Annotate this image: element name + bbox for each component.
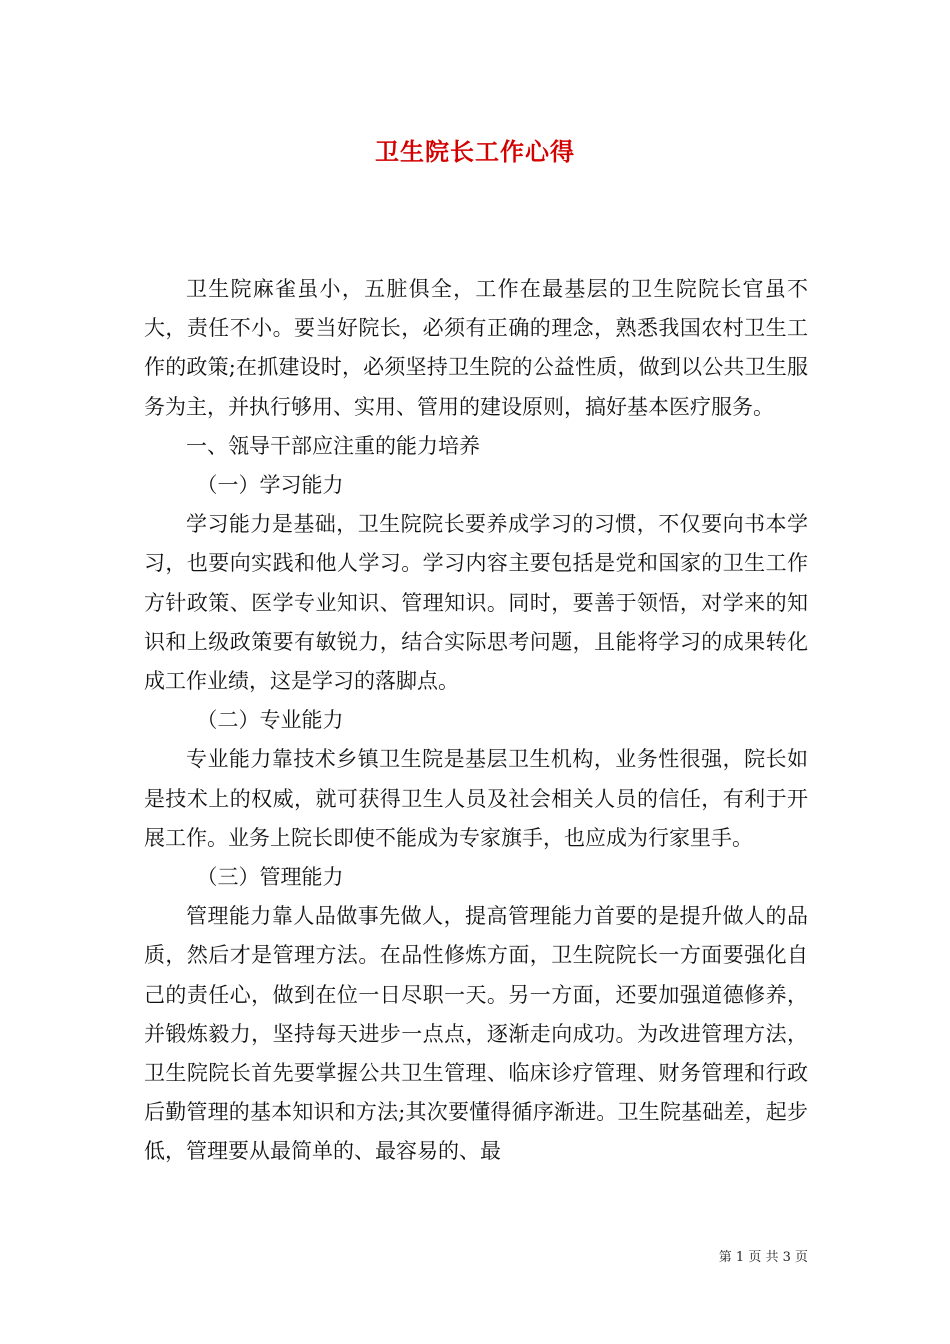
subsection-heading: （三）管理能力 [196,865,344,890]
document-title: 卫生院长工作心得 [375,137,575,166]
body-paragraph: 管理能力靠人品做事先做人，提高管理能力首要的是提升做人的品质，然后才是管理方法。在品性修炼方面，卫生院院长一方面要强化自己的责任心，做到在位一日尽职一天。另一方面，还要加强道德修养，并锻炼毅力，坚持每天进步一点点，逐渐走向成功。为改进管理方法，卫生院院长首先要掌握公共卫生管理、临床诊疗管理、财务管理和行政后勤管理的基本知识和方法;其次要懂得循序渐进。卫生院基础差，起步低，管理要从最简单的、最容易的、最 [144,904,808,1164]
document-body [144,270,808,1172]
body-paragraph: 专业能力靠技术乡镇卫生院是基层卫生机构，业务性很强，院长如是技术上的权威，就可获得卫生人员及社会相关人员的信任，有利于开展工作。业务上院长即使不能成为专家旗手，也应成为行家里手。 [144,747,808,850]
section-heading: 一、瓴导干部应注重的能力培养 [186,433,480,458]
page-number-footer: 第 1 页 共 3 页 [718,1250,808,1265]
body-paragraph: 学习能力是基础，卫生院院长要养成学习的习惯，不仅要向书本学习，也要向实践和他人学习。学习内容主要包括是党和国家的卫生工作方针政策、医学专业知识、管理知识。同时，要善于领悟，对学来的知识和上级政策要有敏锐力，结合实际思考问题，且能将学习的成果转化成工作业绩，这是学习的落脚点。 [144,512,808,694]
subsection-heading: （二）专业能力 [196,708,344,733]
body-paragraph: 卫生院麻雀虽小，五脏俱全，工作在最基层的卫生院院长官虽不大，责任不小。要当好院长，必须有正确的理念，熟悉我国农村卫生工作的政策;在抓建设时，必须坚持卫生院的公益性质，做到以公共卫生服务为主，并执行够用、实用、管用的建设原则，搞好基本医疗服务。 [144,277,808,419]
subsection-heading: （一）学习能力 [196,473,344,498]
